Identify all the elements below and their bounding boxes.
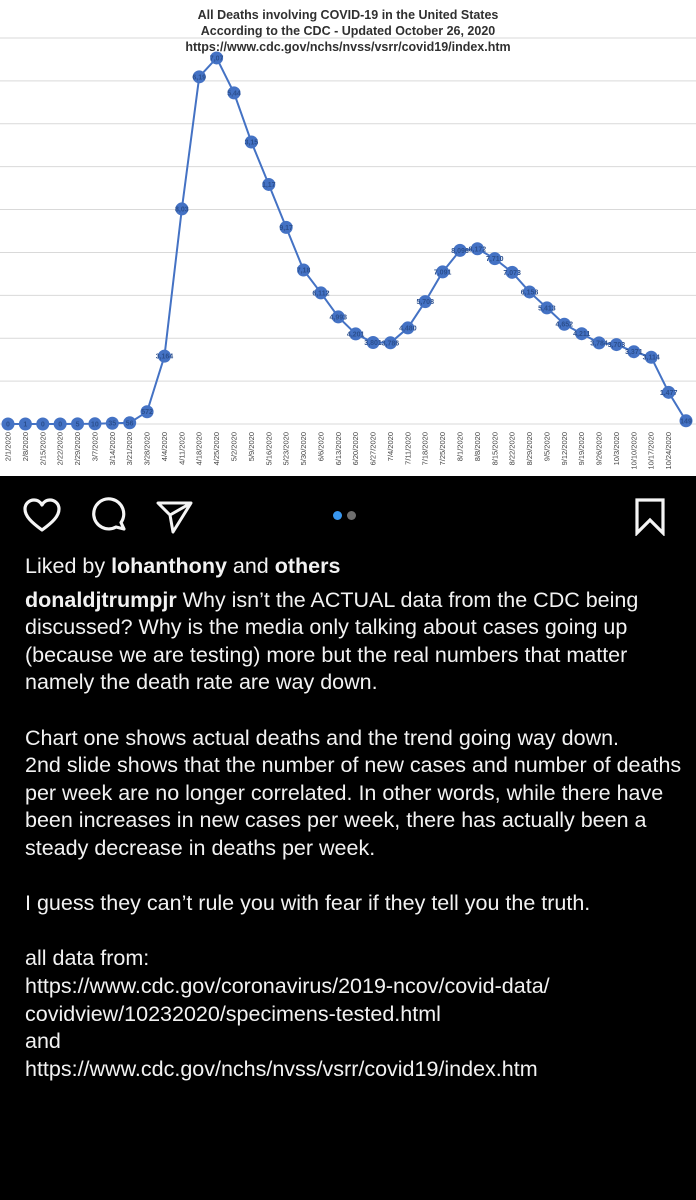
data-label: 4,211 [573, 331, 591, 339]
caption-paragraph-3: 2nd slide shows that the number of new cases and number of deaths per week are no longer correlated. In other words, while there have been increases in new cases per week, there has actually been a steady decrease in deaths per week. [25, 753, 682, 860]
liked-by-user-link[interactable]: lohanthony [111, 554, 227, 578]
chart-title-line-3: https://www.cdc.gov/nchs/nvss/vsrr/covid19/index.htm [185, 40, 511, 54]
data-label: 3,114 [642, 354, 660, 362]
x-tick-label: 7/4/2020 [385, 432, 395, 462]
x-tick-label: 9/19/2020 [577, 432, 587, 466]
data-label: 4,480 [399, 325, 417, 333]
x-tick-label: 4/18/2020 [194, 432, 204, 466]
data-label: 3,786 [381, 340, 400, 348]
x-tick-label: 7/11/2020 [403, 432, 413, 465]
carousel-dot [333, 511, 342, 520]
liked-by-others-link[interactable]: others [274, 554, 341, 578]
caption-username-link[interactable]: donaldjtrumpjr [25, 587, 177, 612]
x-tick-label: 7/25/2020 [438, 432, 448, 466]
data-label: 1,477 [659, 389, 678, 397]
data-label: 4,201 [346, 331, 365, 339]
bookmark-icon [630, 496, 670, 536]
data-label: 3,703 [607, 342, 626, 350]
data-label: 1,17 [261, 181, 276, 189]
data-label: 3,371 [625, 349, 643, 357]
x-tick-label: 4/25/2020 [212, 432, 222, 466]
x-tick-label: 5/23/2020 [281, 432, 291, 466]
x-tick-label: 10/24/2020 [664, 432, 674, 470]
comment-button[interactable] [88, 494, 132, 538]
data-label: 7,18 [296, 267, 311, 275]
x-tick-label: 8/8/2020 [472, 432, 482, 462]
data-label: 5 [75, 421, 80, 429]
data-label: 3,801 [364, 339, 382, 347]
data-label: 6,112 [312, 290, 330, 298]
x-tick-label: 10/17/2020 [646, 432, 656, 470]
data-label: 7,073 [503, 269, 521, 277]
data-label: 6,158 [520, 289, 539, 297]
x-tick-label: 8/22/2020 [507, 432, 517, 466]
data-label: 0 [58, 421, 63, 429]
data-label: 3,164 [155, 353, 174, 361]
x-tick-label: 2/22/2020 [55, 432, 65, 466]
source-link-2[interactable]: https://www.cdc.gov/nchs/nvss/vsrr/covid19/index.htm [25, 1056, 538, 1081]
data-label: 35 [108, 420, 117, 428]
x-tick-label: 3/14/2020 [107, 432, 117, 466]
caption-text: Why isn’t the ACTUAL data from the CDC being discussed? Why is the media only talking about cases going up (because we are testing) more but the real numbers that matter namely the death rate are way down. [25, 587, 639, 695]
data-label: 149 [680, 418, 692, 426]
data-label: 4,993 [329, 314, 348, 322]
data-label: 5,44 [227, 90, 241, 98]
chart-title [0, 7, 696, 55]
data-label: 9,17 [279, 224, 293, 232]
x-tick-label: 9/12/2020 [559, 432, 569, 466]
caption-source-and: and [25, 1029, 61, 1054]
chart-title-line-1: All Deaths involving COVID-19 in the United States [197, 8, 499, 22]
paper-plane-icon [154, 496, 194, 536]
caption-paragraph-4: I guess they can’t rule you with fear if they tell you the truth. [25, 891, 591, 916]
series-line [8, 58, 686, 424]
heart-icon [22, 496, 62, 536]
x-tick-label: 9/5/2020 [542, 432, 552, 462]
x-tick-label: 2/29/2020 [73, 432, 83, 466]
caption-source-link-2 [25, 1056, 685, 1084]
caption-paragraph-1 [25, 587, 685, 697]
x-tick-label: 10/3/2020 [611, 432, 621, 466]
comment-bubble-icon [90, 496, 130, 536]
data-label: 0 [40, 421, 45, 429]
data-label: 56 [125, 420, 134, 428]
x-tick-label: 6/20/2020 [351, 432, 361, 466]
x-tick-label: 2/15/2020 [38, 432, 48, 466]
x-tick-label: 2/8/2020 [20, 432, 30, 462]
data-label: 1 [23, 421, 28, 429]
x-tick-label: 6/27/2020 [368, 432, 378, 466]
save-button[interactable] [628, 494, 672, 538]
data-label: 8,03 [175, 206, 189, 214]
x-tick-label: 5/30/2020 [299, 432, 309, 466]
data-label: 8,096 [451, 247, 469, 255]
source-link-1[interactable]: https://www.cdc.gov/coronavirus/2019-ncov/covid-data/ covidview/10232020/specimens-tested.html [25, 973, 550, 1026]
x-tick-label: 9/26/2020 [594, 432, 604, 466]
x-tick-label: 2/1/2020 [3, 432, 13, 462]
carousel-dot [347, 511, 356, 520]
caption-sources-label: all data from: [25, 946, 150, 971]
carousel-indicator [333, 511, 356, 521]
data-label: 5,413 [538, 305, 556, 313]
data-label: 10 [91, 421, 99, 429]
like-button[interactable] [20, 494, 64, 538]
data-label: 3,784 [590, 340, 608, 348]
caption-paragraph-2: Chart one shows actual deaths and the trend going way down. [25, 725, 620, 750]
data-label: 8,172 [468, 246, 487, 254]
x-tick-label: 10/10/2020 [629, 432, 639, 470]
x-tick-label: 6/13/2020 [333, 432, 343, 466]
x-tick-label: 8/29/2020 [525, 432, 535, 466]
x-tick-label: 3/7/2020 [90, 432, 100, 462]
x-tick-label: 5/2/2020 [229, 432, 239, 462]
data-label: 6,19 [192, 74, 207, 82]
data-label: 5,708 [416, 299, 434, 307]
liked-by-prefix: Liked by [25, 554, 112, 578]
liked-by-line [25, 553, 685, 581]
x-tick-label: 7/18/2020 [420, 432, 430, 466]
x-tick-label: 3/21/2020 [125, 432, 135, 466]
x-tick-label: 5/16/2020 [264, 432, 274, 466]
post-image-chart [0, 0, 696, 476]
post-caption-area [25, 553, 685, 1083]
x-tick-label: 4/4/2020 [159, 432, 169, 462]
chart-title-line-2: According to the CDC - Updated October 26, 2020 [200, 24, 496, 38]
data-label: 572 [141, 409, 153, 417]
data-label: 3,15 [244, 139, 259, 147]
x-tick-label: 8/1/2020 [455, 432, 465, 462]
data-label: 7,07 [209, 55, 224, 63]
x-tick-label: 4/11/2020 [177, 432, 187, 465]
death-chart [0, 0, 696, 476]
data-label: 7,710 [486, 256, 504, 264]
data-label: 4,652 [555, 321, 574, 329]
data-label: 7,091 [433, 269, 452, 277]
share-button[interactable] [152, 494, 196, 538]
x-tick-label: 5/9/2020 [246, 432, 256, 462]
caption-source-link-1 [25, 973, 685, 1028]
post-action-bar [0, 486, 696, 546]
x-tick-label: 6/6/2020 [316, 432, 326, 462]
data-label: 0 [6, 421, 10, 429]
liked-by-and: and [226, 554, 275, 578]
x-tick-label: 3/28/2020 [142, 432, 152, 466]
x-tick-label: 8/15/2020 [490, 432, 500, 466]
